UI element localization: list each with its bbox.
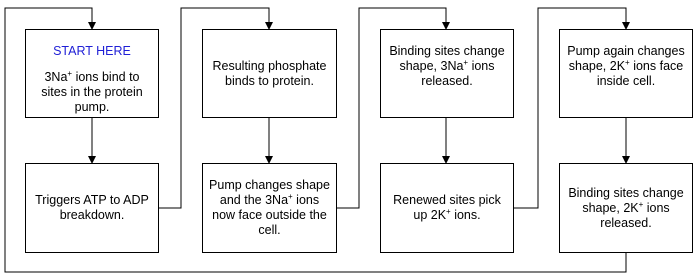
step-1-text: 3Na+ ions bind to sites in the protein pump. (41, 69, 143, 114)
step-2-text: Triggers ATP to ADP breakdown. (35, 193, 149, 222)
step-6-text: Renewed sites pick up 2K+ ions. (393, 193, 501, 222)
step-3-text: Resulting phosphate binds to protein. (212, 58, 327, 88)
step-1-box (25, 29, 159, 118)
step-5-text: Binding sites change shape, 3Na+ ions released. (389, 44, 505, 88)
step-7-text: Pump again changes shape, 2K+ ions face inside cell. (567, 44, 685, 88)
step-6-box (380, 163, 514, 253)
step-8-box (559, 163, 693, 253)
step-2-box (25, 163, 159, 253)
start-here-label: START HERE (53, 44, 131, 58)
step-4-box (202, 163, 337, 253)
step-7-box (559, 29, 693, 118)
step-5-box (380, 29, 514, 118)
step-8-text: Binding sites change shape, 2K+ ions released. (568, 185, 684, 230)
step-4-text: Pump changes shape and the 3Na+ ions now face outside the cell. (209, 178, 330, 237)
step-3-box (202, 29, 337, 118)
